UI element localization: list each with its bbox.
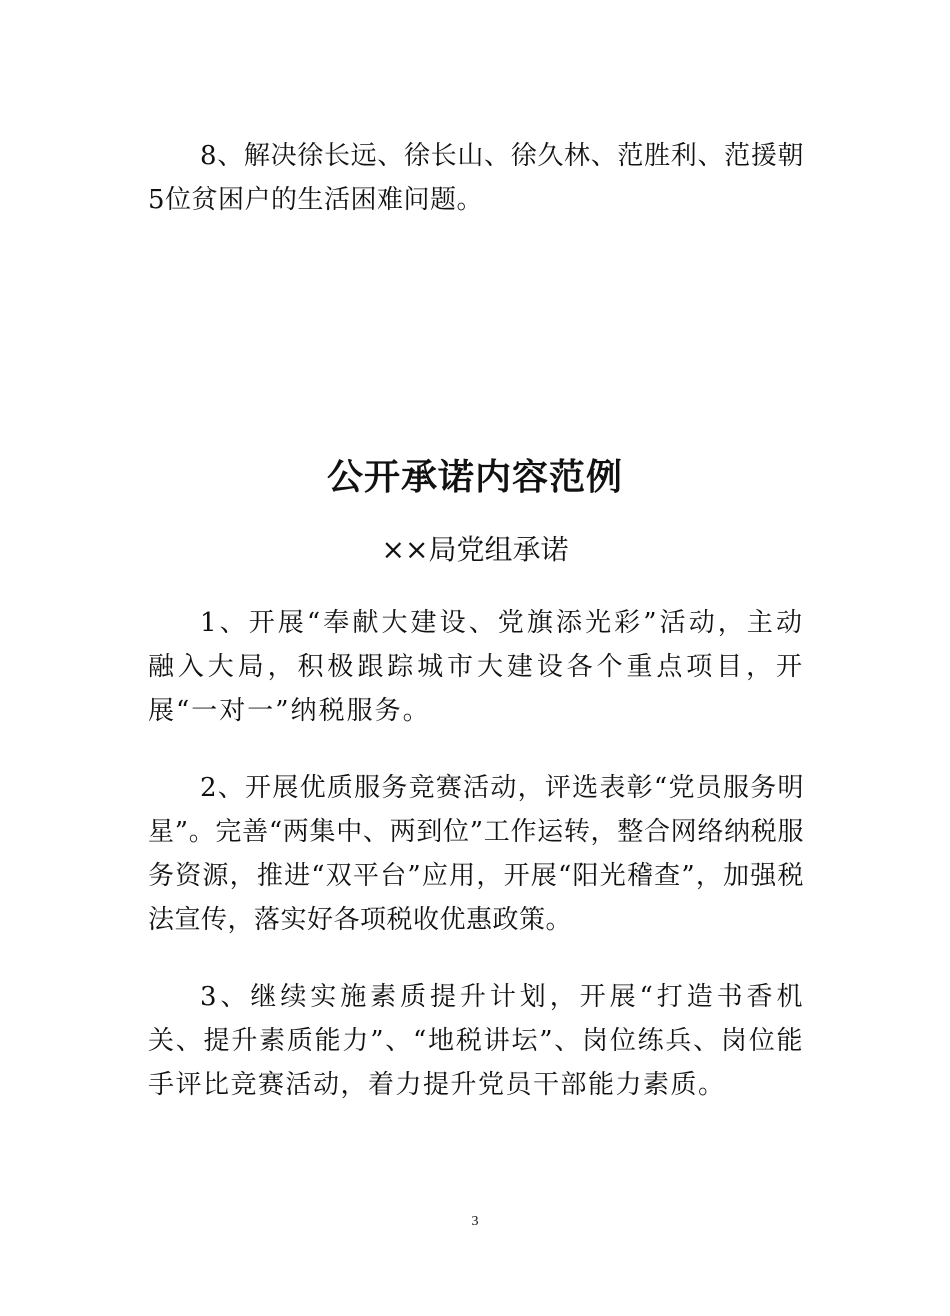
document-title: 公开承诺内容范例	[326, 456, 623, 498]
commitment-item-2: 2、开展优质服务竞赛活动，评选表彰“党员服务明星”。完善“两集中、两到位”工作运转，整合网络纳税服务资源，推进“双平台”应用，开展“阳光稽查”，加强税法宣传，落实好各项税收优惠政策。	[148, 773, 804, 935]
commitment-item-3: 3、继续实施素质提升计划，开展“打造书香机关、提升素质能力”、“地税讲坛”、岗位练兵、岗位能手评比竞赛活动，着力提升党员干部能力素质。	[148, 982, 804, 1100]
document-subtitle: ××局党组承诺	[381, 533, 569, 566]
commitment-item-1: 1、开展“奉献大建设、党旗添光彩”活动，主动融入大局，积极跟踪城市大建设各个重点项目，开展“一对一”纳税服务。	[148, 608, 804, 726]
intro-paragraph: 8、解决徐长远、徐长山、徐久林、范胜利、范援朝5位贫困户的生活困难问题。	[148, 141, 804, 215]
page-number: 3	[471, 1214, 479, 1229]
